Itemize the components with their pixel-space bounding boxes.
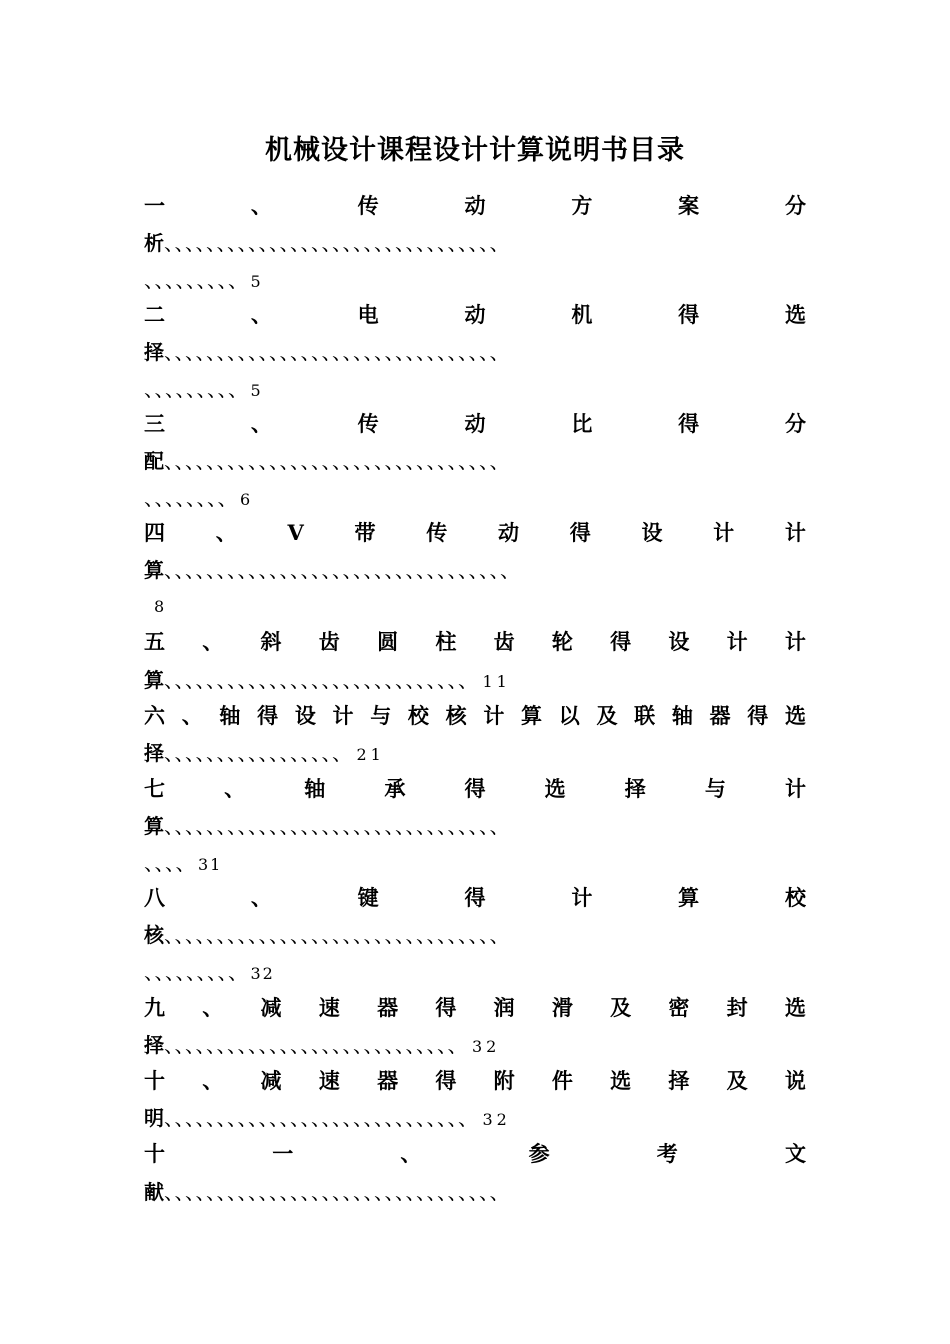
heading-char: 得 [435,995,457,1020]
heading-char: 润 [493,995,515,1020]
heading-char: 一 [144,193,165,218]
heading-char: 传 [357,193,379,218]
heading-char: 择 [624,776,646,801]
heading-char: 动 [464,302,486,327]
heading-char: 得 [257,703,279,728]
heading-char: 动 [464,193,486,218]
heading-char: 联 [634,703,656,728]
heading-char: 以 [558,703,580,728]
leader-dots: 、、、、、、、、、、、、、、、、、、、、、、、、、、、、、、、、 [164,1180,510,1204]
page-number: 31 [198,855,223,874]
page-number: 32 [250,964,275,983]
toc-entry-tail [152,589,166,625]
heading-char: 传 [357,411,379,436]
heading-last-char: 算 [144,668,164,692]
heading-char: 、 [250,411,272,436]
heading-char: 文 [784,1141,806,1166]
heading-char: 速 [318,1068,340,1093]
heading-char: 轴 [671,703,693,728]
heading-last-char: 择 [144,1033,164,1057]
heading-char: 算 [521,703,543,728]
heading-char: 设 [641,520,663,545]
page-number: 32 [482,1110,511,1129]
heading-char: 选 [784,995,806,1020]
heading-char: 轴 [219,703,241,728]
heading-char: 比 [571,411,593,436]
heading-char: 参 [528,1141,550,1166]
heading-char: 减 [260,995,282,1020]
heading-char: 设 [294,703,316,728]
heading-char: 得 [569,520,591,545]
heading-char: 动 [497,520,519,545]
heading-char: 选 [784,703,806,728]
heading-last-char: 择 [144,340,164,364]
toc-entry-tail [144,480,252,518]
leader-dots: 、、、、、、、、、、、、、、、、、、、、、、、、、、、、、、、、 [164,340,510,364]
heading-char: 齿 [318,629,340,654]
toc-entry-heading [144,1136,806,1172]
heading-char: 得 [464,885,486,910]
leader-dots: 、、、、、、、、、、、、、、、、、、、、、、、、、、、、、 [164,1106,479,1130]
heading-char: 选 [610,1068,632,1093]
heading-last-char: 明 [144,1106,164,1130]
heading-char: 选 [544,776,566,801]
heading-char: 三 [144,411,165,436]
heading-char: 得 [435,1068,457,1093]
leader-dots: 、、、、、、、、、、、、、、、、、、、、、、、、、、、、、、、、 [164,449,510,473]
leader-dots: 、、、、、、、、、、、、、、、、、、、、、、、、、、、、 [164,1033,468,1057]
toc-entry-continuation [144,225,510,261]
heading-char: 斜 [260,629,282,654]
heading-char: 速 [318,995,340,1020]
heading-char: 减 [260,1068,282,1093]
heading-char: 传 [426,520,448,545]
heading-char: 方 [571,193,593,218]
heading-char: 案 [678,193,700,218]
leader-dots: 、、、、、、、、、、、、、、、、、、、、、、、、、、、、、、、、 [164,814,510,838]
heading-char: 设 [668,629,690,654]
heading-char: 核 [445,703,467,728]
leader-dots: 、、、、 [144,851,196,875]
heading-char: 九 [144,995,165,1020]
heading-char: 计 [332,703,354,728]
heading-char: 件 [551,1068,573,1093]
heading-char: 及 [596,703,618,728]
heading-char: 五 [144,629,165,654]
heading-char: 选 [784,302,806,327]
toc-entry-continuation [144,917,510,953]
heading-last-char: 算 [144,558,164,582]
heading-last-char: 算 [144,814,164,838]
heading-char: 计 [784,629,806,654]
heading-char: 、 [250,885,272,910]
heading-char: 密 [668,995,690,1020]
leader-dots: 、、、、、、、、、 [144,960,249,984]
heading-char: 七 [144,776,165,801]
heading-char: 得 [747,703,769,728]
document-title: 机械设计课程设计计算说明书目录 [265,135,685,166]
leader-dots: 、、、、、、、、、、、、、、、、、、、、、、、、、、、、、 [164,668,479,692]
heading-char: 考 [656,1141,678,1166]
heading-char: 、 [215,520,237,545]
heading-char: 动 [464,411,486,436]
toc-entry-heading [144,297,806,333]
heading-char: 圆 [377,629,399,654]
toc-entry-continuation [144,735,385,773]
heading-char: 及 [726,1068,748,1093]
heading-char: 四 [144,520,165,545]
heading-char: 择 [668,1068,690,1093]
page-number: 6 [240,490,253,509]
toc-entry-tail [144,371,263,409]
heading-char: 得 [678,411,700,436]
toc-entry-heading [144,515,806,551]
heading-char: 算 [678,885,700,910]
page-number: 32 [472,1037,501,1056]
toc-entry-heading [144,771,806,807]
heading-char: 计 [571,885,593,910]
heading-char: 一 [272,1141,294,1166]
toc-entry-tail [144,262,263,300]
page-number: 8 [154,597,167,616]
toc-entry-heading [144,624,806,660]
heading-char: 齿 [493,629,515,654]
leader-dots: 、、、、、、、、、、、、、、、、、、、、、、、、、、、、、、、、 [164,231,510,255]
leader-dots: 、、、、、、、、 [144,486,238,510]
page-number: 5 [250,272,263,291]
leader-dots: 、、、、、、、、、、、、、、、、、 [164,741,353,765]
page-number: 11 [482,672,511,691]
heading-char: 承 [384,776,406,801]
toc-entry-heading [144,880,806,916]
toc-entry-continuation [144,443,510,479]
heading-char: 计 [785,776,806,801]
toc-entry-continuation [144,552,521,588]
leader-dots: 、、、、、、、、、 [144,268,249,292]
heading-char: 器 [709,703,731,728]
heading-char: 轴 [304,776,326,801]
toc-entry-continuation [144,1027,500,1065]
heading-char: 得 [678,302,700,327]
heading-char: 校 [407,703,429,728]
heading-char: 得 [610,629,632,654]
heading-last-char: 核 [144,923,164,947]
toc-entry-heading [144,1063,806,1099]
toc-entry-heading [144,406,806,442]
toc-entry-heading [144,990,806,1026]
heading-char: 、 [224,776,246,801]
heading-last-char: 析 [144,231,164,255]
heading-char: 与 [704,776,726,801]
toc-entry-tail [144,845,222,883]
heading-char: 、 [202,1068,224,1093]
heading-char: 器 [377,995,399,1020]
heading-char: 柱 [435,629,457,654]
page-number: 5 [250,381,263,400]
heading-char: 、 [202,995,224,1020]
heading-char: 十 [144,1068,165,1093]
toc-entry-heading [144,698,806,734]
page-number: 21 [356,745,385,764]
toc-entry-continuation [144,334,510,370]
heading-last-char: 择 [144,741,164,765]
heading-char: 、 [181,703,203,728]
heading-char: 带 [354,520,376,545]
heading-char: 计 [784,520,806,545]
toc-entry-tail [144,954,275,992]
heading-char: 与 [370,703,392,728]
heading-char: 得 [464,776,486,801]
heading-char: 六 [144,703,165,728]
heading-char: 分 [784,411,806,436]
toc-entry-continuation [144,1174,510,1210]
heading-char: 分 [784,193,806,218]
heading-char: 附 [493,1068,515,1093]
leader-dots: 、、、、、、、、、、、、、、、、、、、、、、、、、、、、、、、、 [164,923,510,947]
toc-entry-heading [144,188,806,224]
heading-char: 、 [202,629,224,654]
heading-char: 键 [357,885,379,910]
leader-dots: 、、、、、、、、、、、、、、、、、、、、、、、、、、、、、、、、、 [164,558,521,582]
heading-char: V [287,520,304,545]
leader-dots: 、、、、、、、、、 [144,377,249,401]
heading-char: 及 [610,995,632,1020]
heading-char: 校 [784,885,806,910]
heading-char: 二 [144,302,165,327]
heading-char: 封 [726,995,748,1020]
toc-entry-continuation [144,662,511,700]
heading-char: 滑 [551,995,573,1020]
heading-char: 机 [571,302,593,327]
heading-char: 十 [144,1141,165,1166]
heading-char: 八 [144,885,165,910]
heading-last-char: 献 [144,1180,164,1204]
heading-last-char: 配 [144,449,164,473]
heading-char: 、 [400,1141,422,1166]
heading-char: 轮 [551,629,573,654]
heading-char: 计 [726,629,748,654]
heading-char: 、 [250,302,272,327]
heading-char: 计 [483,703,505,728]
heading-char: 说 [784,1068,806,1093]
toc-entry-continuation [144,1100,511,1138]
heading-char: 、 [250,193,272,218]
toc-entry-continuation [144,808,510,844]
heading-char: 电 [357,302,379,327]
heading-char: 计 [713,520,735,545]
heading-char: 器 [377,1068,399,1093]
